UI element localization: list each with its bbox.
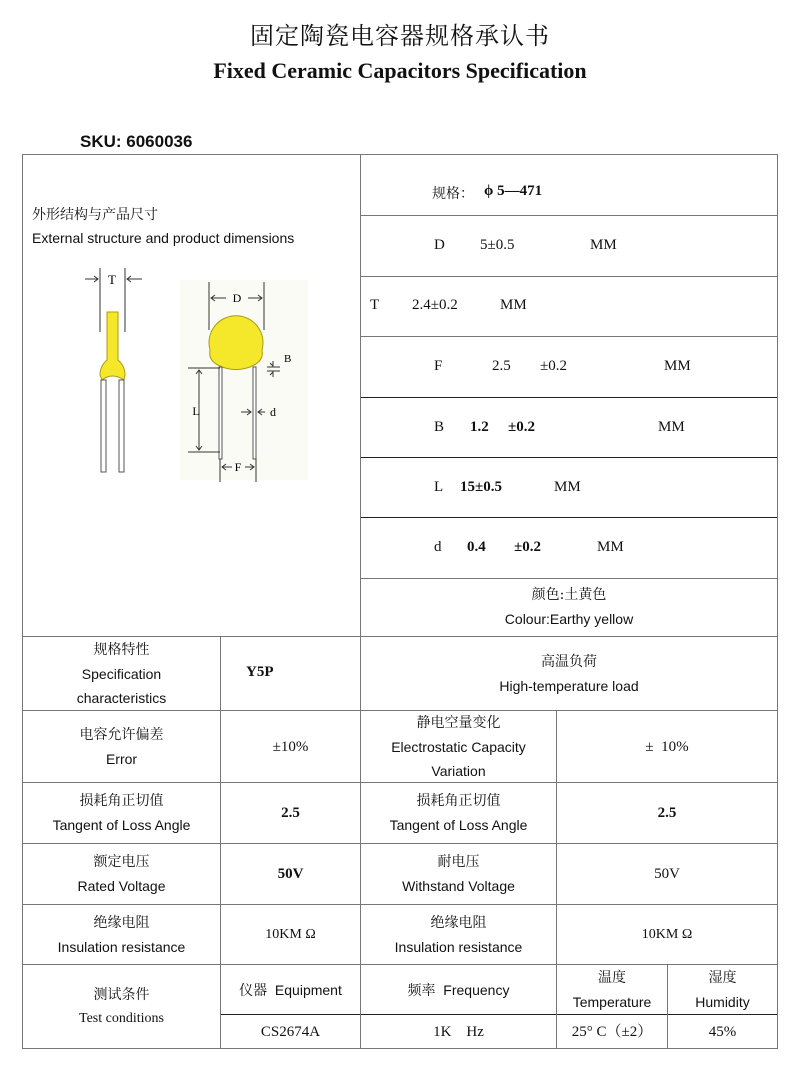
label-d: d <box>270 405 276 419</box>
dimension-value: 0.4 <box>467 539 486 555</box>
insulation-right-value: 10KM Ω <box>641 926 693 942</box>
test-conditions-en: Test conditions <box>79 1010 164 1026</box>
row-divider <box>360 336 778 337</box>
high-temp-cn: 高温负荷 <box>541 653 597 670</box>
high-temp-en: High-temperature load <box>499 677 639 694</box>
error-cn: 电容允许偏差 <box>79 726 164 743</box>
document-title-cn: 固定陶瓷电容器规格承认书 <box>250 22 550 50</box>
test-conditions-cn: 测试条件 <box>93 986 150 1003</box>
equipment-value: CS2674A <box>260 1023 321 1040</box>
humidity-header-cn: 湿度 <box>708 969 737 986</box>
error-value: ±10% <box>272 738 309 755</box>
esv-en2: Variation <box>431 762 486 779</box>
insulation-left-en: Insulation resistance <box>57 938 186 955</box>
dimension-unit: MM <box>590 237 617 253</box>
humidity-value: 45% <box>708 1023 737 1040</box>
spec-model-label: 规格： <box>432 186 474 202</box>
high-temp-load-cell <box>361 637 777 710</box>
dimension-value: 2.4±0.2 <box>412 297 458 313</box>
esv-label <box>361 711 556 782</box>
label-B: B <box>284 353 292 365</box>
dimension-unit: MM <box>658 419 685 435</box>
dimension-unit: MM <box>664 358 691 374</box>
colour-cn: 颜色:土黄色 <box>531 587 607 603</box>
dimension-value: 15±0.5 <box>460 479 502 495</box>
dimension-unit: MM <box>500 297 527 313</box>
dimension-tolerance: ±0.2 <box>514 539 541 555</box>
colour-en: Colour:Earthy yellow <box>504 611 634 627</box>
rated-voltage-cn: 额定电压 <box>93 854 150 870</box>
label-F: F <box>234 460 242 474</box>
spec-char-en1: Specification <box>81 665 162 682</box>
dimension-value: 2.5 <box>492 358 511 374</box>
equipment-header: 仪器 Equipment <box>239 981 342 998</box>
withstand-voltage-en: Withstand Voltage <box>402 878 515 894</box>
spec-char-cn: 规格特性 <box>93 641 150 658</box>
tan-right-en: Tangent of Loss Angle <box>389 817 528 833</box>
row-divider <box>360 215 778 216</box>
rated-voltage-label <box>23 844 220 904</box>
dimension-tolerance: ±0.2 <box>540 358 567 374</box>
withstand-voltage-cn: 耐电压 <box>437 854 480 870</box>
structure-label-en: External structure and product dimensions <box>32 230 295 246</box>
frequency-header: 频率 Frequency <box>407 981 510 998</box>
dimension-value: 1.2 <box>470 419 489 435</box>
row-divider <box>360 517 778 518</box>
insulation-right-label <box>361 905 556 964</box>
esv-en1: Electrostatic Capacity <box>391 738 526 755</box>
dimension-symbol: B <box>434 419 445 435</box>
row-divider <box>360 397 778 398</box>
table-border-bottom <box>22 1048 778 1049</box>
tan-left-label <box>23 783 220 843</box>
side-view-drawing <box>85 268 142 472</box>
insulation-right-cn: 绝缘电阻 <box>430 914 487 931</box>
humidity-header-en: Humidity <box>695 993 750 1010</box>
capacitor-diagram <box>80 260 310 485</box>
dimension-symbol: F <box>434 358 443 374</box>
structure-label-cn: 外形结构与产品尺寸 <box>32 207 158 223</box>
table-border-top <box>22 154 778 155</box>
rated-voltage-en: Rated Voltage <box>77 878 166 894</box>
esv-cn: 静电空量变化 <box>416 714 501 731</box>
dimension-value: 5±0.5 <box>480 237 515 253</box>
tan-right-label <box>361 783 556 843</box>
spec-char-value: Y5P <box>246 664 274 680</box>
tan-right-cn: 损耗角正切值 <box>416 793 501 809</box>
temperature-header <box>557 965 667 1014</box>
tan-left-value: 2.5 <box>281 805 300 821</box>
insulation-left-value: 10KM Ω <box>265 926 316 942</box>
label-D: D <box>232 291 242 305</box>
spec-char-label <box>23 637 220 710</box>
row-divider <box>360 457 778 458</box>
tan-left-cn: 损耗角正切值 <box>79 793 164 809</box>
error-label <box>23 711 220 782</box>
label-T: T <box>108 272 116 287</box>
spec-char-en2: characteristics <box>76 689 167 706</box>
temperature-header-en: Temperature <box>572 993 652 1010</box>
document-title-en: Fixed Ceramic Capacitors Specification <box>213 58 587 83</box>
withstand-voltage-value: 50V <box>654 866 680 882</box>
humidity-header <box>668 965 777 1014</box>
dimension-symbol: T <box>370 297 380 313</box>
label-L: L <box>192 404 200 418</box>
dimension-tolerance: ±0.2 <box>508 419 535 435</box>
dimension-symbol: L <box>434 479 444 495</box>
colour-cell <box>361 578 777 636</box>
temperature-value: 25° C（±2） <box>571 1023 653 1040</box>
sku-label: SKU: 6060036 <box>80 132 193 151</box>
rated-voltage-value: 50V <box>277 866 304 882</box>
frequency-value: 1K Hz <box>433 1023 484 1040</box>
esv-value: ± 10% <box>645 738 689 755</box>
dimension-unit: MM <box>554 479 581 495</box>
test-conditions-label <box>23 965 220 1048</box>
row-divider <box>360 276 778 277</box>
temperature-header-cn: 温度 <box>598 969 626 986</box>
insulation-right-en: Insulation resistance <box>394 938 523 955</box>
insulation-left-label <box>23 905 220 964</box>
table-border-right <box>777 154 778 1049</box>
tan-right-value: 2.5 <box>657 805 677 821</box>
dimension-symbol: D <box>434 237 445 253</box>
tan-left-en: Tangent of Loss Angle <box>52 817 191 833</box>
insulation-left-cn: 绝缘电阻 <box>93 914 150 931</box>
error-en: Error <box>105 750 138 767</box>
dimension-unit: MM <box>597 539 624 555</box>
withstand-voltage-label <box>361 844 556 904</box>
spec-model-value: ϕ 5—471 <box>484 183 543 199</box>
dimension-symbol: d <box>434 539 442 555</box>
